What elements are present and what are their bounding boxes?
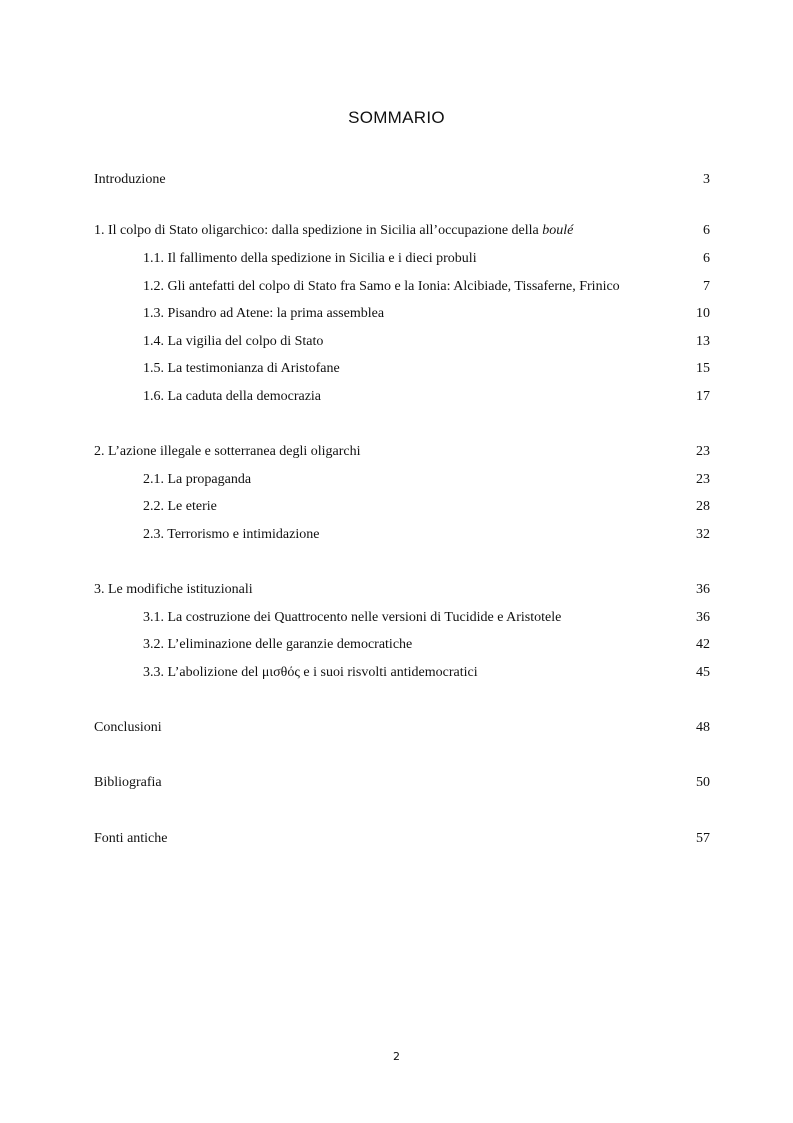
toc-entry-2-2[interactable] [94,497,710,517]
toc-entry-1-6[interactable] [94,387,710,407]
toc-entry-label: 3.1. La costruzione dei Quattrocento nelle versioni di Tucidide e Aristotele [143,610,562,625]
toc-entry-conclusioni[interactable] [94,718,710,738]
toc-entry-page: 10 [696,306,710,321]
page-number: 2 [393,1050,400,1063]
toc-entry-label: 2. L’azione illegale e sotterranea degli oligarchi [94,444,361,459]
toc-entry-chapter-3[interactable] [94,580,710,600]
toc-entry-1-1[interactable] [94,249,710,269]
toc-entry-page: 6 [703,223,710,238]
toc-entry-3-3[interactable] [94,663,710,683]
toc-entry-page: 45 [696,665,710,680]
toc-entry-label: 1.1. Il fallimento della spedizione in Sicilia e i dieci probuli [143,251,477,266]
toc-entry-page: 48 [696,720,710,735]
toc-entry-page: 6 [703,251,710,266]
toc-entry-3-1[interactable] [94,608,710,628]
toc-entry-label: 3.2. L’eliminazione delle garanzie democratiche [143,637,413,652]
toc-entry-page: 3 [703,172,710,187]
toc-entry-1-2[interactable] [94,277,710,297]
toc-entry-page: 15 [696,361,710,376]
toc-entry-page: 7 [703,279,710,294]
toc-entry-1-4[interactable] [94,332,710,352]
toc-entry-page: 23 [696,472,710,487]
toc-entry-page: 32 [696,527,710,542]
page-title: SOMMARIO [348,108,445,127]
toc-entry-label: 1.4. La vigilia del colpo di Stato [143,334,324,349]
toc-entry-label: Bibliografia [94,775,162,790]
toc-entry-page: 36 [696,610,710,625]
toc-entry-page: 23 [696,444,710,459]
toc-entry-page: 28 [696,499,710,514]
toc-entry-label: 1.6. La caduta della democrazia [143,389,322,404]
toc-entry-bibliografia[interactable] [94,773,710,793]
toc-entry-label: 1.5. La testimonianza di Aristofane [143,361,340,376]
toc-entry-page: 36 [696,582,710,597]
toc-entry-page: 17 [696,389,710,404]
toc-entry-3-2[interactable] [94,635,710,655]
toc-entry-page: 42 [696,637,710,652]
toc-entry-label: 1. Il colpo di Stato oligarchico: dalla spedizione in Sicilia all’occupazione della boulé [94,223,574,238]
toc-entry-chapter-2[interactable] [94,442,710,462]
toc-entry-2-1[interactable] [94,470,710,490]
toc-entry-label: 3.3. L’abolizione del μισθός e i suoi risvolti antidemocratici [143,665,478,680]
toc-entry-page: 50 [696,775,710,790]
toc-entry-label: 2.2. Le eterie [143,499,217,514]
toc-entry-page: 57 [696,831,710,846]
toc-entry-1-3[interactable] [94,304,710,324]
toc-entry-page: 13 [696,334,710,349]
toc-entry-label: Conclusioni [94,720,162,735]
toc-entry-label: 1.2. Gli antefatti del colpo di Stato fra Samo e la Ionia: Alcibiade, Tissaferne, Frinico [143,279,620,294]
toc-entry-fonti-antiche[interactable] [94,829,710,849]
toc-entry-label: 1.3. Pisandro ad Atene: la prima assemblea [143,306,385,321]
toc-entry-label: 2.1. La propaganda [143,472,252,487]
toc-entry-chapter-1[interactable] [94,221,710,241]
toc-entry-introduzione[interactable] [94,170,710,190]
toc-entry-label: 3. Le modifiche istituzionali [94,582,253,597]
toc-entry-label: Fonti antiche [94,831,168,846]
toc-entry-label: 2.3. Terrorismo e intimidazione [143,527,320,542]
toc-entry-label: Introduzione [94,172,166,187]
toc-entry-1-5[interactable] [94,359,710,379]
toc-entry-2-3[interactable] [94,525,710,545]
toc-entry-label-italic: boulé [542,223,574,238]
